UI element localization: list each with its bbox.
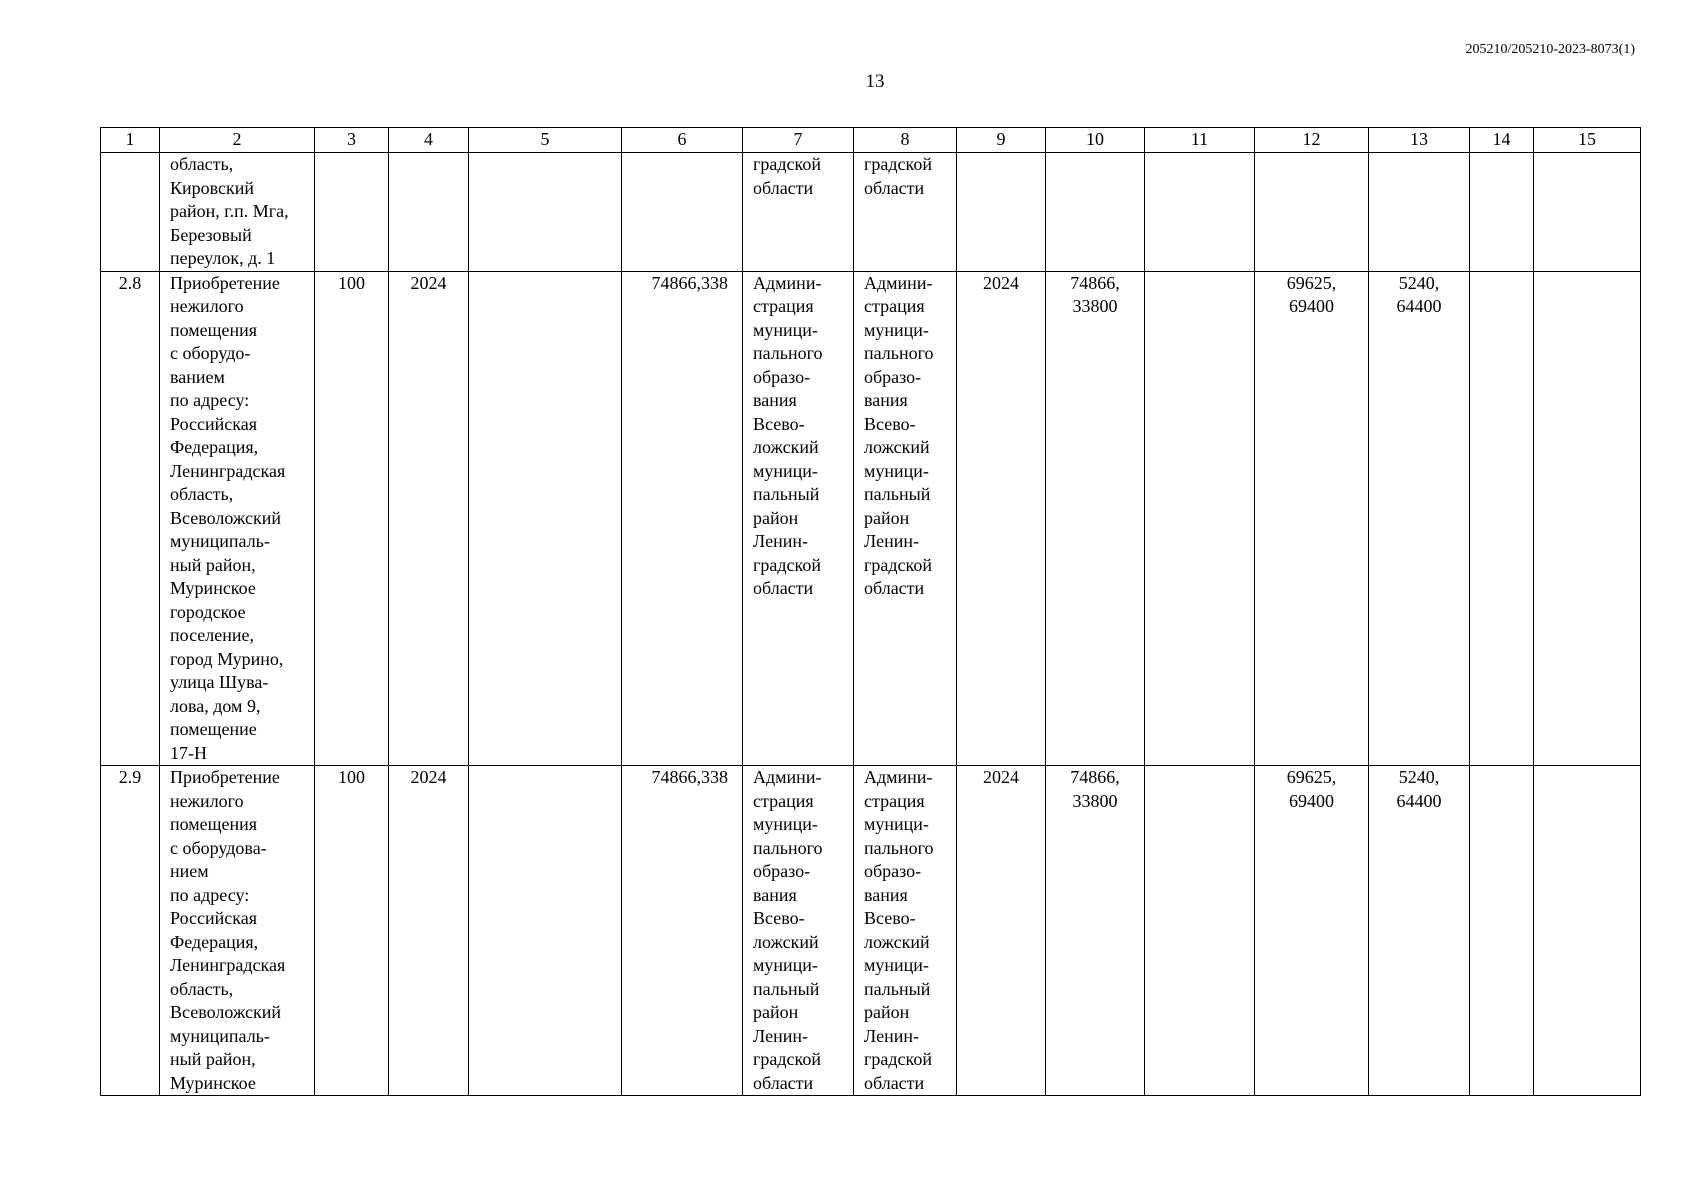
column-header: 7 xyxy=(743,128,854,153)
cell-col8: градской области xyxy=(854,153,957,272)
cell-description: область, Кировский район, г.п. Мга, Березовый переулок, д. 1 xyxy=(160,153,315,272)
cell-col3 xyxy=(315,153,389,272)
cell-col8: Админи- страция муници- пального образо- вания Всево- ложский муници- пальный район Ленин- градской области xyxy=(854,766,957,1096)
column-header: 8 xyxy=(854,128,957,153)
cell-description: Приобретение нежилого помещения с оборудова- нием по адресу: Российская Федерация, Ленинградская область, Всеволожский муниципаль- ный район, Муринское xyxy=(160,766,315,1096)
column-header: 3 xyxy=(315,128,389,153)
column-header: 2 xyxy=(160,128,315,153)
cell-col5 xyxy=(469,153,622,272)
cell-col3: 100 xyxy=(315,271,389,766)
column-header: 13 xyxy=(1369,128,1470,153)
column-header: 12 xyxy=(1255,128,1369,153)
cell-col10: 74866, 33800 xyxy=(1046,766,1145,1096)
cell-number: 2.8 xyxy=(101,271,160,766)
cell-description: Приобретение нежилого помещения с оборудо- ванием по адресу: Российская Федерация, Ленинградская область, Всеволожский муниципаль- ный район, Муринское городское поселение, город Мурино, улица Шува- лова, дом 9, помещение 17-Н xyxy=(160,271,315,766)
cell-col12 xyxy=(1255,153,1369,272)
cell-col14 xyxy=(1470,153,1534,272)
cell-col14 xyxy=(1470,766,1534,1096)
table-header-row xyxy=(101,128,1641,153)
cell-col9 xyxy=(957,153,1046,272)
cell-col6: 74866,338 xyxy=(622,766,743,1096)
cell-col13 xyxy=(1369,153,1470,272)
cell-col10: 74866, 33800 xyxy=(1046,271,1145,766)
cell-col4: 2024 xyxy=(389,271,469,766)
page-number: 13 xyxy=(865,71,885,92)
cell-col15 xyxy=(1534,766,1641,1096)
cell-col15 xyxy=(1534,153,1641,272)
column-header: 4 xyxy=(389,128,469,153)
table-row xyxy=(101,153,1641,272)
cell-col7: Админи- страция муници- пального образо- вания Всево- ложский муници- пальный район Ленин- градской области xyxy=(743,271,854,766)
cell-col6 xyxy=(622,153,743,272)
table-row xyxy=(101,766,1641,1096)
cell-col9: 2024 xyxy=(957,766,1046,1096)
cell-col11 xyxy=(1145,271,1255,766)
cell-col6: 74866,338 xyxy=(622,271,743,766)
document-registration-number: 205210/205210-2023-8073(1) xyxy=(1465,42,1635,57)
cell-col13: 5240, 64400 xyxy=(1369,271,1470,766)
column-header: 10 xyxy=(1046,128,1145,153)
cell-number: 2.9 xyxy=(101,766,160,1096)
column-header: 11 xyxy=(1145,128,1255,153)
column-header: 15 xyxy=(1534,128,1641,153)
cell-col8: Админи- страция муници- пального образо- вания Всево- ложский муници- пальный район Ленин- градской области xyxy=(854,271,957,766)
cell-col13: 5240, 64400 xyxy=(1369,766,1470,1096)
column-header: 9 xyxy=(957,128,1046,153)
cell-col11 xyxy=(1145,766,1255,1096)
cell-col12: 69625, 69400 xyxy=(1255,271,1369,766)
cell-col5 xyxy=(469,271,622,766)
table-row xyxy=(101,271,1641,766)
cell-col7: градской области xyxy=(743,153,854,272)
cell-col4: 2024 xyxy=(389,766,469,1096)
cell-col4 xyxy=(389,153,469,272)
cell-col11 xyxy=(1145,153,1255,272)
cell-col7: Админи- страция муници- пального образо- вания Всево- ложский муници- пальный район Ленин- градской области xyxy=(743,766,854,1096)
column-header: 1 xyxy=(101,128,160,153)
cell-col14 xyxy=(1470,271,1534,766)
cell-col5 xyxy=(469,766,622,1096)
column-header: 5 xyxy=(469,128,622,153)
data-table xyxy=(100,127,1641,1096)
cell-col10 xyxy=(1046,153,1145,272)
cell-col15 xyxy=(1534,271,1641,766)
cell-col9: 2024 xyxy=(957,271,1046,766)
column-header: 14 xyxy=(1470,128,1534,153)
cell-col3: 100 xyxy=(315,766,389,1096)
column-header: 6 xyxy=(622,128,743,153)
cell-number xyxy=(101,153,160,272)
cell-col12: 69625, 69400 xyxy=(1255,766,1369,1096)
